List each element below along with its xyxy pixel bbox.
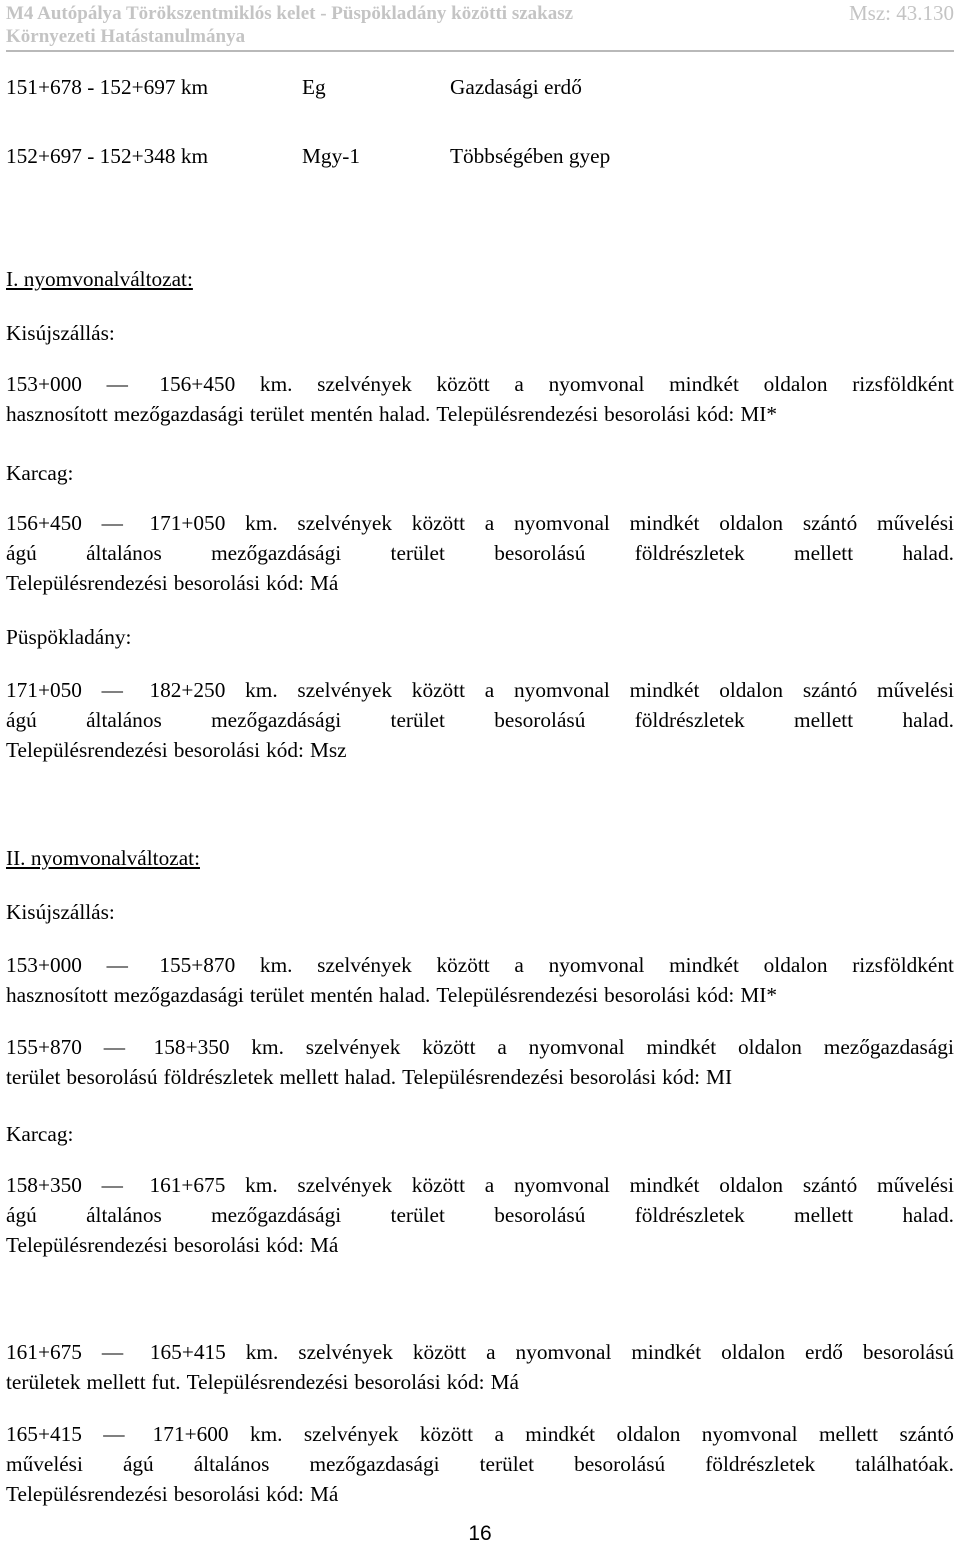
- word: besorolási: [173, 1482, 261, 1506]
- section-heading-1: I. nyomvonalváltozat:: [6, 267, 193, 291]
- word: ágú: [6, 708, 37, 732]
- range-dash: —: [106, 372, 128, 396]
- range-dash: —: [103, 1422, 125, 1446]
- word: Településrendezési: [186, 1370, 349, 1394]
- word: mezőgazdásági: [211, 708, 342, 732]
- place-label: Karcag:: [6, 461, 74, 485]
- word: Településrendezési: [6, 571, 168, 595]
- word: nyomvonal: [514, 511, 610, 535]
- word: mentén: [310, 983, 373, 1007]
- word: mindkét: [629, 678, 700, 702]
- word: besorolású: [494, 1203, 586, 1227]
- word: besorolási: [173, 571, 261, 595]
- word: 155+870: [159, 953, 236, 977]
- word: mindkét: [669, 372, 739, 396]
- word: 171+050: [6, 678, 82, 702]
- text-line: [6, 508, 954, 538]
- word: nyomvonal: [528, 1035, 625, 1059]
- word: ágú: [6, 1203, 37, 1227]
- word: Msz: [309, 738, 347, 762]
- word: ágú: [6, 541, 37, 565]
- paragraph: [6, 1170, 954, 1260]
- text-line: [6, 1062, 954, 1092]
- word: oldalon: [719, 678, 784, 702]
- word: erdő: [805, 1340, 843, 1364]
- text-line: [6, 1449, 954, 1479]
- word: között: [411, 1173, 466, 1197]
- word: között: [411, 511, 466, 535]
- word: szelvények: [305, 1035, 401, 1059]
- word: között: [411, 678, 466, 702]
- word: között: [436, 953, 490, 977]
- header-subtitle: Környezeti Hatástanulmánya: [6, 26, 246, 47]
- word: általános: [86, 1203, 162, 1227]
- word: besorolású: [574, 1452, 666, 1476]
- word: mezőgazdásági: [211, 541, 342, 565]
- word: besorolási: [569, 1065, 657, 1089]
- word: MI: [706, 1065, 733, 1089]
- word: rizsföldként: [852, 953, 954, 977]
- header-doc-code: Msz: 43.130: [849, 1, 954, 25]
- word: a: [497, 1035, 507, 1059]
- word: mezőgazdasági: [823, 1035, 954, 1059]
- text-line: [6, 1419, 954, 1449]
- word: nyomvonal: [515, 1340, 612, 1364]
- word: mellett: [794, 1203, 854, 1227]
- word: besorolási: [173, 738, 261, 762]
- word: besorolású: [494, 708, 586, 732]
- place-label: Kisújszállás:: [6, 321, 115, 345]
- section-heading-2: II. nyomvonalváltozat:: [6, 846, 200, 870]
- word: terület: [6, 1065, 61, 1089]
- word: mellett: [794, 541, 854, 565]
- word: mindkét: [631, 1340, 702, 1364]
- word: szelvények: [317, 372, 412, 396]
- word: besorolási: [604, 402, 691, 426]
- page-number: 16: [468, 1522, 492, 1545]
- page-header: [6, 0, 954, 52]
- range-dash: —: [106, 953, 128, 977]
- word: mindkét: [629, 1173, 700, 1197]
- range-dash: —: [101, 1173, 123, 1197]
- text-line: [6, 369, 954, 399]
- row-desc: Többségében gyep: [450, 144, 611, 168]
- word: oldalon: [721, 1340, 786, 1364]
- word: szelvények: [298, 1340, 393, 1364]
- word: besorolási: [354, 1370, 441, 1394]
- word: oldalon: [719, 1173, 784, 1197]
- word: Településrendezési: [436, 983, 599, 1007]
- word: nyomvonal: [548, 953, 645, 977]
- text-line: [6, 705, 954, 735]
- word: művelési: [6, 1452, 83, 1476]
- word: terület: [390, 1203, 445, 1227]
- word: 155+870: [6, 1035, 82, 1059]
- text-line: [6, 1032, 954, 1062]
- word: mellett: [279, 1065, 339, 1089]
- paragraph: [6, 508, 954, 598]
- word: Településrendezési: [6, 1233, 168, 1257]
- word: szántó: [802, 511, 858, 535]
- word: halad.: [902, 1203, 954, 1227]
- paragraph: [6, 1032, 954, 1092]
- word: Má: [309, 1233, 339, 1257]
- word: területek: [6, 1370, 81, 1394]
- row-range: 151+678 - 152+697 km: [6, 75, 209, 99]
- word: km.: [251, 1035, 284, 1059]
- word: kód:: [696, 402, 735, 426]
- word: halad.: [902, 541, 954, 565]
- word: szelvények: [303, 1422, 399, 1446]
- word: általános: [86, 708, 162, 732]
- word: km.: [245, 511, 278, 535]
- word: szántó: [899, 1422, 954, 1446]
- word: km.: [245, 1173, 278, 1197]
- word: besorolású: [862, 1340, 954, 1364]
- word: 158+350: [153, 1035, 230, 1059]
- range-dash: —: [101, 511, 123, 535]
- word: földrészletek: [634, 541, 745, 565]
- word: 182+250: [149, 678, 226, 702]
- word: nyomvonal: [548, 372, 645, 396]
- range-dash: —: [101, 678, 123, 702]
- place-label: Kisújszállás:: [6, 900, 115, 924]
- word: terület: [390, 541, 445, 565]
- text-line: [6, 675, 954, 705]
- text-line: [6, 950, 954, 980]
- word: találhatóak.: [855, 1452, 954, 1476]
- word: földrészletek: [705, 1452, 816, 1476]
- word: MI*: [740, 983, 778, 1007]
- row-code: Mgy-1: [302, 144, 360, 168]
- word: besorolású: [494, 541, 586, 565]
- word: szelvények: [297, 678, 393, 702]
- word: kód:: [446, 1370, 485, 1394]
- word: mezőgazdasági: [309, 1452, 440, 1476]
- paragraph: [6, 1419, 954, 1509]
- word: Településrendezési: [6, 738, 168, 762]
- word: besorolású: [66, 1065, 158, 1089]
- word: mellett: [794, 708, 854, 732]
- word: Má: [309, 1482, 339, 1506]
- text-line: [6, 538, 954, 568]
- word: földrészletek: [163, 1065, 274, 1089]
- word: rizsföldként: [852, 372, 954, 396]
- paragraph: [6, 950, 954, 1010]
- word: 156+450: [6, 511, 82, 535]
- word: mellett: [818, 1422, 879, 1446]
- word: km.: [249, 1422, 283, 1446]
- word: terület: [249, 402, 305, 426]
- word: hasznosított: [6, 402, 108, 426]
- word: halad.: [378, 402, 431, 426]
- word: kód:: [662, 1065, 701, 1089]
- range-dash: —: [101, 1340, 124, 1364]
- word: szelvények: [297, 1173, 393, 1197]
- word: nyomvonal: [514, 1173, 610, 1197]
- paragraph: [6, 1337, 954, 1397]
- word: szántó: [802, 1173, 858, 1197]
- word: között: [422, 1035, 476, 1059]
- word: kód:: [266, 571, 304, 595]
- text-line: [6, 1170, 954, 1200]
- word: terület: [479, 1452, 535, 1476]
- row-range: 152+697 - 152+348 km: [6, 144, 209, 168]
- word: oldalon: [763, 953, 828, 977]
- header-title: M4 Autópálya Törökszentmiklós kelet - Püspökladány közötti szakasz: [6, 3, 574, 24]
- word: 156+450: [159, 372, 236, 396]
- word: km.: [245, 678, 278, 702]
- word: általános: [86, 541, 162, 565]
- word: mellett: [86, 1370, 146, 1394]
- word: besorolási: [604, 983, 691, 1007]
- word: 158+350: [6, 1173, 82, 1197]
- word: szelvények: [317, 953, 412, 977]
- word: kód:: [696, 983, 735, 1007]
- word: szelvények: [297, 511, 393, 535]
- word: mezőgazdásági: [211, 1203, 342, 1227]
- text-line: [6, 980, 954, 1010]
- text-line: [6, 399, 954, 429]
- text-line: [6, 1230, 954, 1260]
- word: terület: [390, 708, 445, 732]
- word: halad.: [344, 1065, 397, 1089]
- word: kód:: [266, 738, 304, 762]
- word: között: [436, 372, 490, 396]
- word: km.: [259, 953, 293, 977]
- word: művelési: [877, 511, 954, 535]
- word: fut.: [151, 1370, 181, 1394]
- word: oldalon: [763, 372, 828, 396]
- word: általános: [193, 1452, 270, 1476]
- place-label: Püspökladány:: [6, 625, 132, 649]
- range-dash: —: [103, 1035, 126, 1059]
- word: kód:: [266, 1233, 304, 1257]
- word: Településrendezési: [6, 1482, 168, 1506]
- word: földrészletek: [634, 1203, 745, 1227]
- word: 165+415: [6, 1422, 82, 1446]
- word: a: [484, 678, 495, 702]
- word: MI*: [740, 402, 778, 426]
- word: terület: [249, 983, 305, 1007]
- word: mezőgazdasági: [113, 402, 244, 426]
- row-desc: Gazdasági erdő: [450, 75, 582, 99]
- word: művelési: [877, 1173, 954, 1197]
- word: hasznosított: [6, 983, 108, 1007]
- word: besorolási: [173, 1233, 261, 1257]
- text-line: [6, 735, 954, 765]
- word: a: [494, 1422, 504, 1446]
- word: Má: [490, 1370, 519, 1394]
- word: Településrendezési: [436, 402, 599, 426]
- word: mindkét: [629, 511, 700, 535]
- word: oldalon: [719, 511, 784, 535]
- word: oldalon: [616, 1422, 681, 1446]
- word: Má: [309, 571, 339, 595]
- word: szántó: [802, 678, 858, 702]
- paragraph: [6, 675, 954, 765]
- place-label: Karcag:: [6, 1122, 74, 1146]
- text-line: [6, 1479, 954, 1509]
- word: 171+050: [149, 511, 226, 535]
- text-line: [6, 568, 954, 598]
- word: Településrendezési: [402, 1065, 564, 1089]
- word: kód:: [266, 1482, 304, 1506]
- word: között: [419, 1422, 474, 1446]
- word: között: [412, 1340, 467, 1364]
- word: mindkét: [646, 1035, 717, 1059]
- text-line: [6, 1337, 954, 1367]
- word: 161+675: [6, 1340, 82, 1364]
- word: nyomvonal: [701, 1422, 798, 1446]
- text-line: [6, 1200, 954, 1230]
- word: mentén: [310, 402, 373, 426]
- word: mezőgazdasági: [113, 983, 244, 1007]
- word: 153+000: [6, 372, 82, 396]
- paragraph: [6, 369, 954, 429]
- word: nyomvonal: [514, 678, 610, 702]
- word: a: [484, 511, 495, 535]
- word: 171+600: [152, 1422, 229, 1446]
- word: km.: [245, 1340, 279, 1364]
- word: földrészletek: [634, 708, 745, 732]
- word: mindkét: [525, 1422, 596, 1446]
- word: a: [514, 953, 524, 977]
- word: ágú: [122, 1452, 154, 1476]
- row-code: Eg: [302, 75, 326, 99]
- word: halad.: [902, 708, 954, 732]
- word: művelési: [877, 678, 954, 702]
- word: a: [514, 372, 524, 396]
- word: 165+415: [149, 1340, 226, 1364]
- word: a: [486, 1340, 496, 1364]
- word: 153+000: [6, 953, 82, 977]
- word: 161+675: [149, 1173, 226, 1197]
- word: oldalon: [738, 1035, 802, 1059]
- word: mindkét: [669, 953, 739, 977]
- word: km.: [259, 372, 293, 396]
- word: a: [484, 1173, 495, 1197]
- text-line: [6, 1367, 954, 1397]
- word: halad.: [378, 983, 431, 1007]
